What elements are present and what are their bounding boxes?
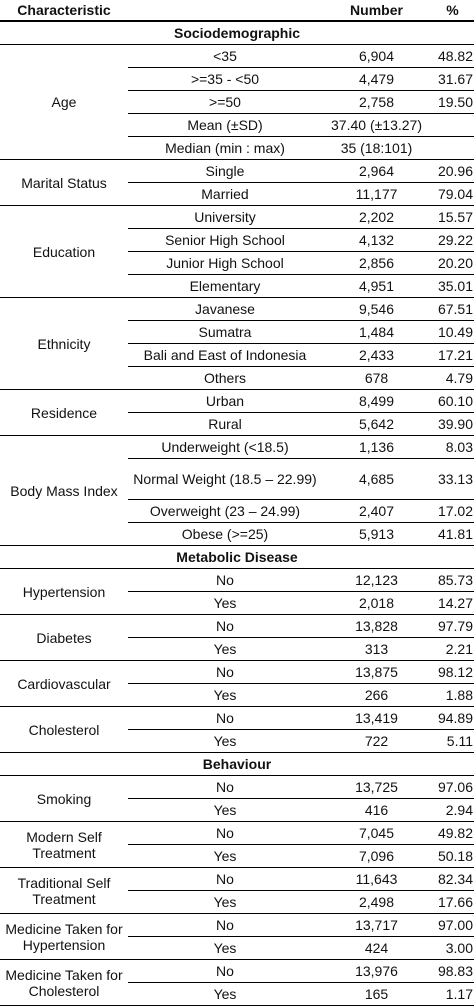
number-cell: 13,717 [355, 917, 398, 933]
number-cell: 13,875 [355, 664, 398, 680]
number-cell: 2,964 [358, 163, 395, 179]
percent-cell: 98.12 [437, 664, 473, 680]
subgroup-cell: Yes [128, 592, 322, 615]
section-row [0, 21, 474, 45]
table-body [0, 21, 474, 1006]
table-row [0, 776, 474, 799]
number-cell: 2,498 [322, 891, 431, 914]
subgroup-cell: No [216, 779, 234, 795]
number-cell: 5,913 [322, 523, 431, 546]
percent-cell: 10.49 [431, 321, 474, 344]
number-cell: 8,499 [358, 393, 395, 409]
subgroup-cell: Javanese [195, 301, 255, 317]
subgroup-cell: Sumatra [128, 321, 322, 344]
characteristic-label: Age [0, 45, 128, 160]
number-cell: 2,758 [322, 91, 431, 114]
percent-cell: 1.17 [431, 983, 474, 1006]
number-cell: 13,828 [355, 618, 398, 634]
table-row [0, 390, 474, 413]
section-title: Metabolic Disease [0, 546, 474, 569]
table-row [0, 661, 474, 684]
percent-cell: 33.13 [431, 459, 474, 500]
subgroup-cell: Underweight (<18.5) [161, 439, 289, 455]
subgroup-cell: Junior High School [128, 252, 322, 275]
number-cell: 2,856 [322, 252, 431, 275]
subgroup-cell: No [216, 664, 234, 680]
percent-cell: 97.06 [437, 779, 473, 795]
number-cell: 4,951 [322, 275, 431, 298]
number-cell: 165 [322, 983, 431, 1006]
number-cell: 37.40 (±13.27) [322, 114, 431, 137]
table-row [0, 822, 474, 845]
percent-cell: 17.02 [431, 500, 474, 523]
number-cell: 313 [322, 638, 431, 661]
subgroup-cell: No [216, 917, 234, 933]
percent-cell: 20.20 [431, 252, 474, 275]
percent-cell: 82.34 [437, 871, 473, 887]
characteristic-label: Medicine Taken for Cholesterol [0, 960, 128, 1006]
number-cell: 2,433 [322, 344, 431, 367]
percent-cell: 67.51 [437, 301, 473, 317]
table-row [0, 160, 474, 183]
percent-cell: 29.22 [431, 229, 474, 252]
subgroup-cell: Rural [128, 413, 322, 436]
number-cell: 7,096 [322, 845, 431, 868]
subgroup-cell: Married [128, 183, 322, 206]
subgroup-cell: University [194, 209, 256, 225]
table-row [0, 960, 474, 983]
subgroup-cell: Bali and East of Indonesia [128, 344, 322, 367]
number-cell: 722 [322, 730, 431, 753]
characteristic-label: Marital Status [0, 160, 128, 206]
number-cell: 4,685 [322, 459, 431, 500]
percent-cell: 1.88 [431, 684, 474, 707]
number-cell: 11,643 [355, 871, 398, 887]
number-cell: 266 [322, 684, 431, 707]
number-cell: 12,123 [355, 572, 398, 588]
number-cell: 424 [322, 937, 431, 960]
subgroup-cell: Yes [128, 684, 322, 707]
subgroup-cell: Overweight (23 – 24.99) [128, 500, 322, 523]
number-cell: 4,479 [322, 68, 431, 91]
number-cell: 1,484 [322, 321, 431, 344]
percent-cell: 19.50 [431, 91, 474, 114]
percent-cell: 48.82 [437, 48, 473, 64]
percent-cell [431, 114, 474, 137]
table-row [0, 45, 474, 68]
subgroup-cell: Yes [128, 891, 322, 914]
section-title: Sociodemographic [0, 21, 474, 45]
table-row [0, 206, 474, 229]
percent-cell: 14.27 [431, 592, 474, 615]
number-cell: 35 (18:101) [322, 137, 431, 160]
characteristic-label: Smoking [0, 776, 128, 822]
header-subgroup [128, 0, 322, 21]
characteristic-label: Body Mass Index [0, 436, 128, 546]
subgroup-cell: Yes [128, 730, 322, 753]
subgroup-cell: >=35 - <50 [128, 68, 322, 91]
header-percent: % [431, 0, 474, 21]
characteristic-label: Medicine Taken for Hypertension [0, 914, 128, 960]
table-row [0, 914, 474, 937]
percent-cell: 41.81 [431, 523, 474, 546]
number-cell: 6,904 [358, 48, 395, 64]
characteristic-label: Modern Self Treatment [0, 822, 128, 868]
percent-cell: 94.89 [437, 710, 473, 726]
characteristic-label: Education [0, 206, 128, 298]
percent-cell: 17.21 [431, 344, 474, 367]
percent-cell: 50.18 [431, 845, 474, 868]
subgroup-cell: Others [128, 367, 322, 390]
characteristic-label: Diabetes [0, 615, 128, 661]
number-cell: 13,419 [355, 710, 398, 726]
subgroup-cell: Elementary [128, 275, 322, 298]
table-row [0, 868, 474, 891]
number-cell: 2,202 [358, 209, 395, 225]
characteristic-label: Residence [0, 390, 128, 436]
characteristic-label: Hypertension [0, 569, 128, 615]
percent-cell: 5.11 [431, 730, 474, 753]
percent-cell: 17.66 [431, 891, 474, 914]
subgroup-cell: Senior High School [128, 229, 322, 252]
number-cell: 4,132 [322, 229, 431, 252]
percent-cell: 8.03 [445, 439, 473, 455]
subgroup-cell: No [216, 825, 234, 841]
percent-cell: 49.82 [437, 825, 473, 841]
percent-cell [431, 137, 474, 160]
percent-cell: 97.79 [437, 618, 473, 634]
number-cell: 11,177 [322, 183, 431, 206]
number-cell: 5,642 [322, 413, 431, 436]
percent-cell: 85.73 [437, 572, 473, 588]
subgroup-cell: Urban [205, 393, 245, 409]
number-cell: 13,976 [355, 963, 398, 979]
number-cell: 2,407 [322, 500, 431, 523]
characteristic-label: Cholesterol [0, 707, 128, 753]
number-cell: 9,546 [358, 301, 395, 317]
characteristic-label: Cardiovascular [0, 661, 128, 707]
subgroup-cell: Median (min : max) [128, 137, 322, 160]
table-row [0, 298, 474, 321]
percent-cell: 15.57 [437, 209, 473, 225]
table-row [0, 436, 474, 459]
header-number: Number [322, 0, 431, 21]
subgroup-cell: >=50 [128, 91, 322, 114]
subgroup-cell: Normal Weight (18.5 – 22.99) [128, 459, 322, 500]
number-cell: 2,018 [322, 592, 431, 615]
percent-cell: 20.96 [437, 163, 473, 179]
subgroup-cell: Obese (>=25) [128, 523, 322, 546]
subgroup-cell: No [216, 871, 234, 887]
subgroup-cell: Single [205, 163, 245, 179]
subgroup-cell: No [216, 572, 234, 588]
subgroup-cell: Yes [128, 638, 322, 661]
header-row [0, 0, 474, 21]
subgroup-cell: No [216, 963, 234, 979]
percent-cell: 3.00 [431, 937, 474, 960]
subgroup-cell: No [216, 618, 234, 634]
percent-cell: 31.67 [431, 68, 474, 91]
table-row [0, 569, 474, 592]
percent-cell: 35.01 [431, 275, 474, 298]
percent-cell: 2.94 [431, 799, 474, 822]
subgroup-cell: No [216, 710, 234, 726]
percent-cell: 97.00 [437, 917, 473, 933]
table-row [0, 615, 474, 638]
section-title: Behaviour [0, 753, 474, 776]
subgroup-cell: Yes [128, 983, 322, 1006]
header-characteristic: Characteristic [0, 0, 128, 21]
table-row [0, 707, 474, 730]
section-row [0, 753, 474, 776]
number-cell: 416 [322, 799, 431, 822]
subgroup-cell: Yes [128, 845, 322, 868]
section-row [0, 546, 474, 569]
characteristic-label: Traditional Self Treatment [0, 868, 128, 914]
number-cell: 1,136 [358, 439, 395, 455]
subgroup-cell: Yes [128, 799, 322, 822]
percent-cell: 4.79 [431, 367, 474, 390]
subgroup-cell: Yes [128, 937, 322, 960]
percent-cell: 79.04 [431, 183, 474, 206]
number-cell: 678 [322, 367, 431, 390]
subgroup-cell: <35 [213, 48, 237, 64]
number-cell: 13,725 [355, 779, 398, 795]
percent-cell: 60.10 [437, 393, 473, 409]
percent-cell: 98.83 [437, 963, 473, 979]
characteristic-label: Ethnicity [0, 298, 128, 390]
percent-cell: 2.21 [431, 638, 474, 661]
percent-cell: 39.90 [431, 413, 474, 436]
number-cell: 7,045 [358, 825, 395, 841]
subgroup-cell: Mean (±SD) [128, 114, 322, 137]
